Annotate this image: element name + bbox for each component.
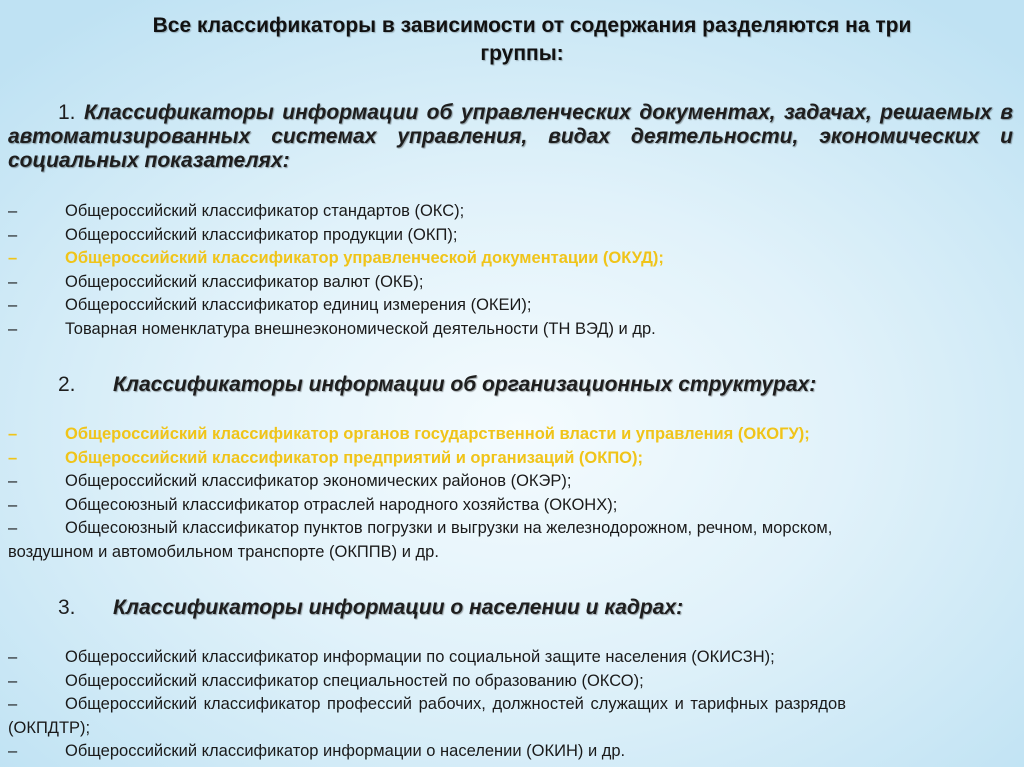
dash-bullet: – xyxy=(8,671,18,690)
dash-bullet: – xyxy=(8,425,18,443)
section-2-number: 2. xyxy=(58,373,76,396)
list-item xyxy=(8,318,1013,342)
list-item-text: Общероссийский классификатор экономических районов (ОКЭР); xyxy=(65,472,572,490)
list-item xyxy=(8,693,1013,717)
section-3-heading xyxy=(8,596,1013,620)
section-2-heading-text: Классификаторы информации об организационных структурах: xyxy=(113,373,817,396)
list-item-text: Общероссийский классификатор валют (ОКБ); xyxy=(65,272,424,291)
list-item-text: Общероссийский классификатор информации по социальной защите населения (ОКИСЗН); xyxy=(65,648,775,666)
list-item-highlighted xyxy=(8,247,1013,271)
section-1-heading xyxy=(8,101,1013,173)
list-item xyxy=(8,271,1013,295)
dash-bullet: – xyxy=(8,272,18,291)
section-3-heading-text: Классификаторы информации о населении и кадрах: xyxy=(113,596,684,619)
list-item-text: Общероссийский классификатор единиц измерения (ОКЕИ); xyxy=(65,296,532,314)
list-item xyxy=(8,470,1013,494)
list-item-text: Товарная номенклатура внешнеэкономической деятельности (ТН ВЭД) и др. xyxy=(65,319,656,338)
list-item xyxy=(8,224,1013,248)
list-item xyxy=(8,294,1013,318)
list-item xyxy=(8,200,1013,224)
dash-bullet: – xyxy=(8,495,18,514)
list-item-continuation xyxy=(8,541,1013,565)
dash-bullet: – xyxy=(8,319,18,338)
section-3-number: 3. xyxy=(58,596,76,619)
dash-bullet: – xyxy=(8,472,18,490)
dash-bullet: – xyxy=(8,648,18,666)
dash-bullet: – xyxy=(8,249,18,267)
list-item-text: Общесоюзный классификатор отраслей народного хозяйства (ОКОНХ); xyxy=(65,495,618,514)
list-item-text: (ОКПДТР); xyxy=(8,718,91,737)
dash-bullet: – xyxy=(8,742,18,760)
list-item-text: Общероссийский классификатор стандартов (ОКС); xyxy=(65,202,465,220)
list-item xyxy=(8,494,1013,518)
dash-bullet: – xyxy=(8,695,18,713)
list-item xyxy=(8,646,1013,670)
list-item-highlighted xyxy=(8,447,1013,471)
list-item-text: Общероссийский классификатор управленческой документации (ОКУД); xyxy=(65,249,664,267)
dash-bullet: – xyxy=(8,519,18,537)
dash-bullet: – xyxy=(8,225,18,244)
section-1-number: 1. xyxy=(58,101,76,124)
list-item-text: Общероссийский классификатор информации о населении (ОКИН) и др. xyxy=(65,742,626,760)
dash-bullet: – xyxy=(8,448,18,467)
list-item-text: Общероссийский классификатор предприятий и организаций (ОКПО); xyxy=(65,448,644,467)
section-1-heading-text: Классификаторы информации об управленческих документах, задачах, решаемых в автоматизированных системах управления, видах деятельности, экономических и социальных показателях: xyxy=(8,101,1013,172)
list-item-continuation xyxy=(8,717,1013,741)
list-item-text: Общероссийский классификатор специальностей по образованию (ОКСО); xyxy=(65,671,644,690)
slide-title-line-2: группы: xyxy=(480,42,564,65)
slide-title-line-1: Все классификаторы в зависимости от содержания разделяются на три xyxy=(152,14,912,37)
dash-bullet: – xyxy=(8,202,18,220)
list-item-text: Общероссийский классификатор продукции (ОКП); xyxy=(65,225,458,244)
list-item-text: Общероссийский классификатор органов государственной власти и управления (ОКОГУ); xyxy=(65,425,810,443)
section-2-heading xyxy=(8,373,1013,397)
list-item-text: Общесоюзный классификатор пунктов погрузки и выгрузки на железнодорожном, речном, морском, xyxy=(65,519,833,537)
list-item-text: воздушном и автомобильном транспорте (ОКППВ) и др. xyxy=(8,542,439,561)
list-item-text: Общероссийский классификатор профессий рабочих, должностей служащих и тарифных разрядов xyxy=(65,695,846,713)
list-item-highlighted xyxy=(8,423,1013,447)
dash-bullet: – xyxy=(8,296,18,314)
list-item xyxy=(8,740,1013,764)
list-item xyxy=(8,517,1013,541)
section-3-list xyxy=(8,646,1013,764)
section-2-list xyxy=(8,423,1013,564)
list-item xyxy=(8,670,1013,694)
section-1-list xyxy=(8,200,1013,341)
slide-title xyxy=(0,12,1024,68)
